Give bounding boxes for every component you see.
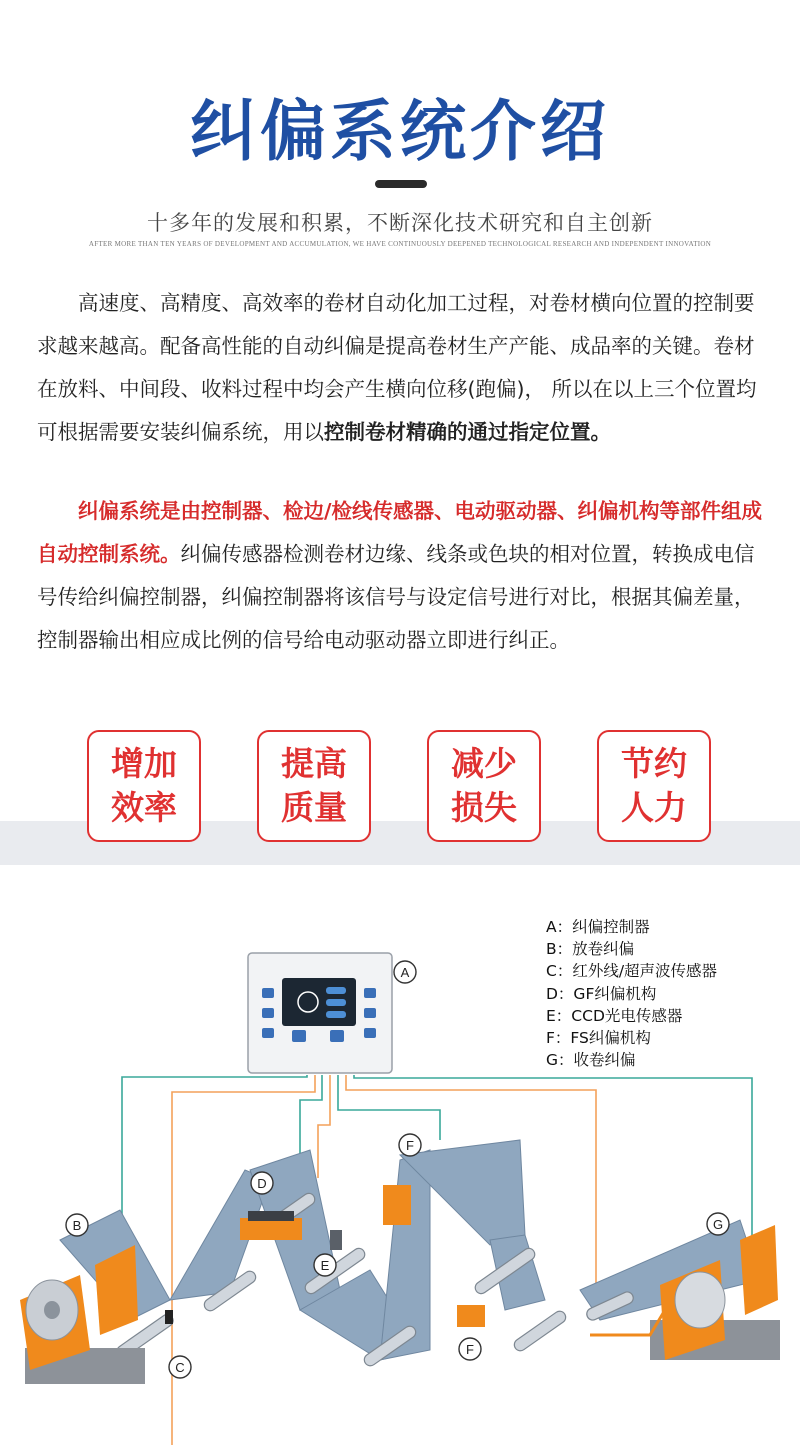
- feature-label: 提高: [281, 744, 347, 783]
- wire-to-e: [318, 1075, 330, 1178]
- label-f-top: F: [406, 1138, 414, 1153]
- feature-card-quality: [257, 730, 371, 842]
- label-b: B: [72, 1218, 82, 1233]
- wire-to-f: [338, 1075, 440, 1140]
- legend-item: B：放卷纠偏: [546, 940, 635, 959]
- feature-label: 损失: [451, 788, 517, 827]
- label-c: C: [175, 1360, 185, 1375]
- sensor-c: [165, 1310, 173, 1324]
- label-e: E: [320, 1258, 330, 1273]
- legend-item: G：收卷纠偏: [546, 1051, 636, 1070]
- label-d: D: [257, 1176, 267, 1191]
- page-subtitle-english: AFTER MORE THAN TEN YEARS OF DEVELOPMENT AND ACCUMULATION, WE HAVE CONTINUOUSLY DEEPENED TECHNOLOGICAL RESEARCH AND INDEPENDENT INNOVATION: [88, 240, 712, 248]
- feature-label: 减少: [451, 744, 517, 783]
- feature-label: 增加: [111, 744, 177, 783]
- feature-card-efficiency: [87, 730, 201, 842]
- page-subtitle: 十多年的发展和积累，不断深化技术研究和自主创新: [147, 211, 653, 235]
- intro-bold-text: 控制卷材精确的通过指定位置。: [324, 420, 611, 444]
- legend-item: C：红外线/超声波传感器: [546, 962, 718, 981]
- feature-label: 效率: [111, 788, 177, 827]
- feature-card-labor: [597, 730, 711, 842]
- intro-paragraph-2: [37, 490, 765, 662]
- intro-text-1: 高速度、高精度、高效率的卷材自动化加工过程，对卷材横向位置的控制要求越来越高。配备高性能的自动纠偏是提高卷材生产产能、成品率的关键。卷材在放料、中间段、收料过程中均会产生横向位移(跑偏)， 所以在以上三个位置均可根据需要安装纠偏系统，用以: [37, 291, 757, 444]
- gf-mechanism-d: [240, 1211, 302, 1240]
- intro-highlight-text: 纠偏系统是由控制器、检边/检线传感器、电动驱动器、纠偏机构等部件组成自动控制系统。: [37, 499, 762, 566]
- label-g: G: [712, 1217, 724, 1232]
- feature-label: 节约: [621, 744, 687, 783]
- label-f-bottom: F: [466, 1342, 474, 1357]
- component-legend: [546, 916, 717, 1071]
- legend-item: F：FS纠偏机构: [546, 1029, 651, 1048]
- legend-item: D：GF纠偏机构: [546, 984, 657, 1003]
- feature-card-loss: [427, 730, 541, 842]
- controller-a: [248, 953, 392, 1073]
- legend-item: E：CCD光电传感器: [546, 1006, 683, 1025]
- legend-item: A：纠偏控制器: [546, 918, 650, 936]
- feature-label: 质量: [281, 788, 347, 827]
- title-divider: [375, 180, 427, 188]
- label-a: A: [400, 965, 410, 980]
- page-title: 纠偏系统介绍: [190, 93, 610, 170]
- intro-text-2: 纠偏传感器检测卷材边缘、线条或色块的相对位置，转换成电信号传给纠偏控制器，纠偏控制器将该信号与设定信号进行对比，根据其偏差量，控制器输出相应成比例的信号给电动驱动器立即进行纠正。: [37, 542, 755, 652]
- ccd-sensor-e: [330, 1230, 342, 1250]
- feature-label: 人力: [621, 788, 687, 827]
- intro-paragraph-1: [37, 282, 765, 454]
